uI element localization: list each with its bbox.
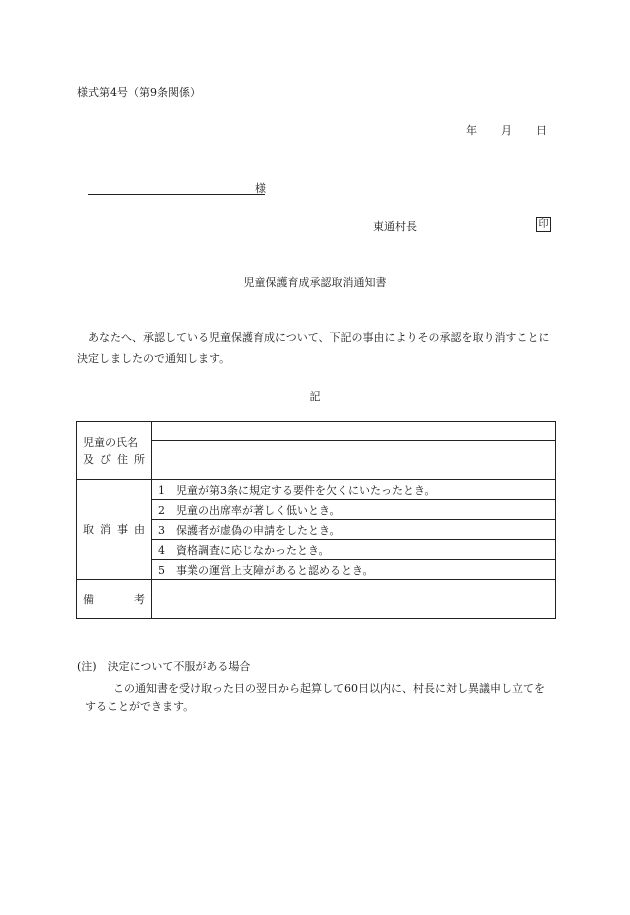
form-number: 様式第4号（第9条関係） xyxy=(77,86,201,99)
date-year: 年 xyxy=(466,124,477,137)
remarks-label-cell: 備 考 xyxy=(77,580,152,619)
child-label-line1: 児童の氏名 xyxy=(83,435,138,449)
form-table xyxy=(76,421,556,619)
reason-item-3: 3 保護者が虚偽の申請をしたとき。 xyxy=(152,520,556,540)
body-text: あなたへ、承認している児童保護育成について、下記の事由によりその承認を取り消すことに決定しましたので通知します。 xyxy=(77,331,550,365)
child-label-cell xyxy=(77,422,152,480)
addressee-name-line xyxy=(88,180,265,195)
ki-heading: 記 xyxy=(309,390,321,403)
reason-item-5: 5 事業の運営上支障があると認めるとき。 xyxy=(152,560,556,580)
reasons-label-cell: 取 消 事 由 xyxy=(77,480,152,580)
child-name-cell xyxy=(152,422,556,441)
addressee-suffix: 様 xyxy=(255,182,266,195)
child-address-cell xyxy=(152,441,556,480)
note-heading: (注) 決定について不服がある場合 xyxy=(77,660,251,673)
reason-item-1: 1 児童が第3条に規定する要件を欠くにいたったとき。 xyxy=(152,480,556,500)
date-line xyxy=(466,122,547,138)
reason-item-4: 4 資格調査に応じなかったとき。 xyxy=(152,540,556,560)
seal-mark: 印 xyxy=(536,217,551,232)
issuer-name: 東通村長 xyxy=(373,220,417,233)
reason-item-2: 2 児童の出席率が著しく低いとき。 xyxy=(152,500,556,520)
note-text: この通知書を受け取った日の翌日から起算して60日以内に、村長に対し異議申し立てをすることができます。 xyxy=(85,682,545,713)
date-day: 日 xyxy=(536,124,547,137)
child-label-line2: 及 び 住 所 xyxy=(83,452,145,466)
remarks-cell xyxy=(152,580,556,619)
document-title: 児童保護育成承認取消通知書 xyxy=(243,276,387,289)
date-month: 月 xyxy=(501,124,512,137)
